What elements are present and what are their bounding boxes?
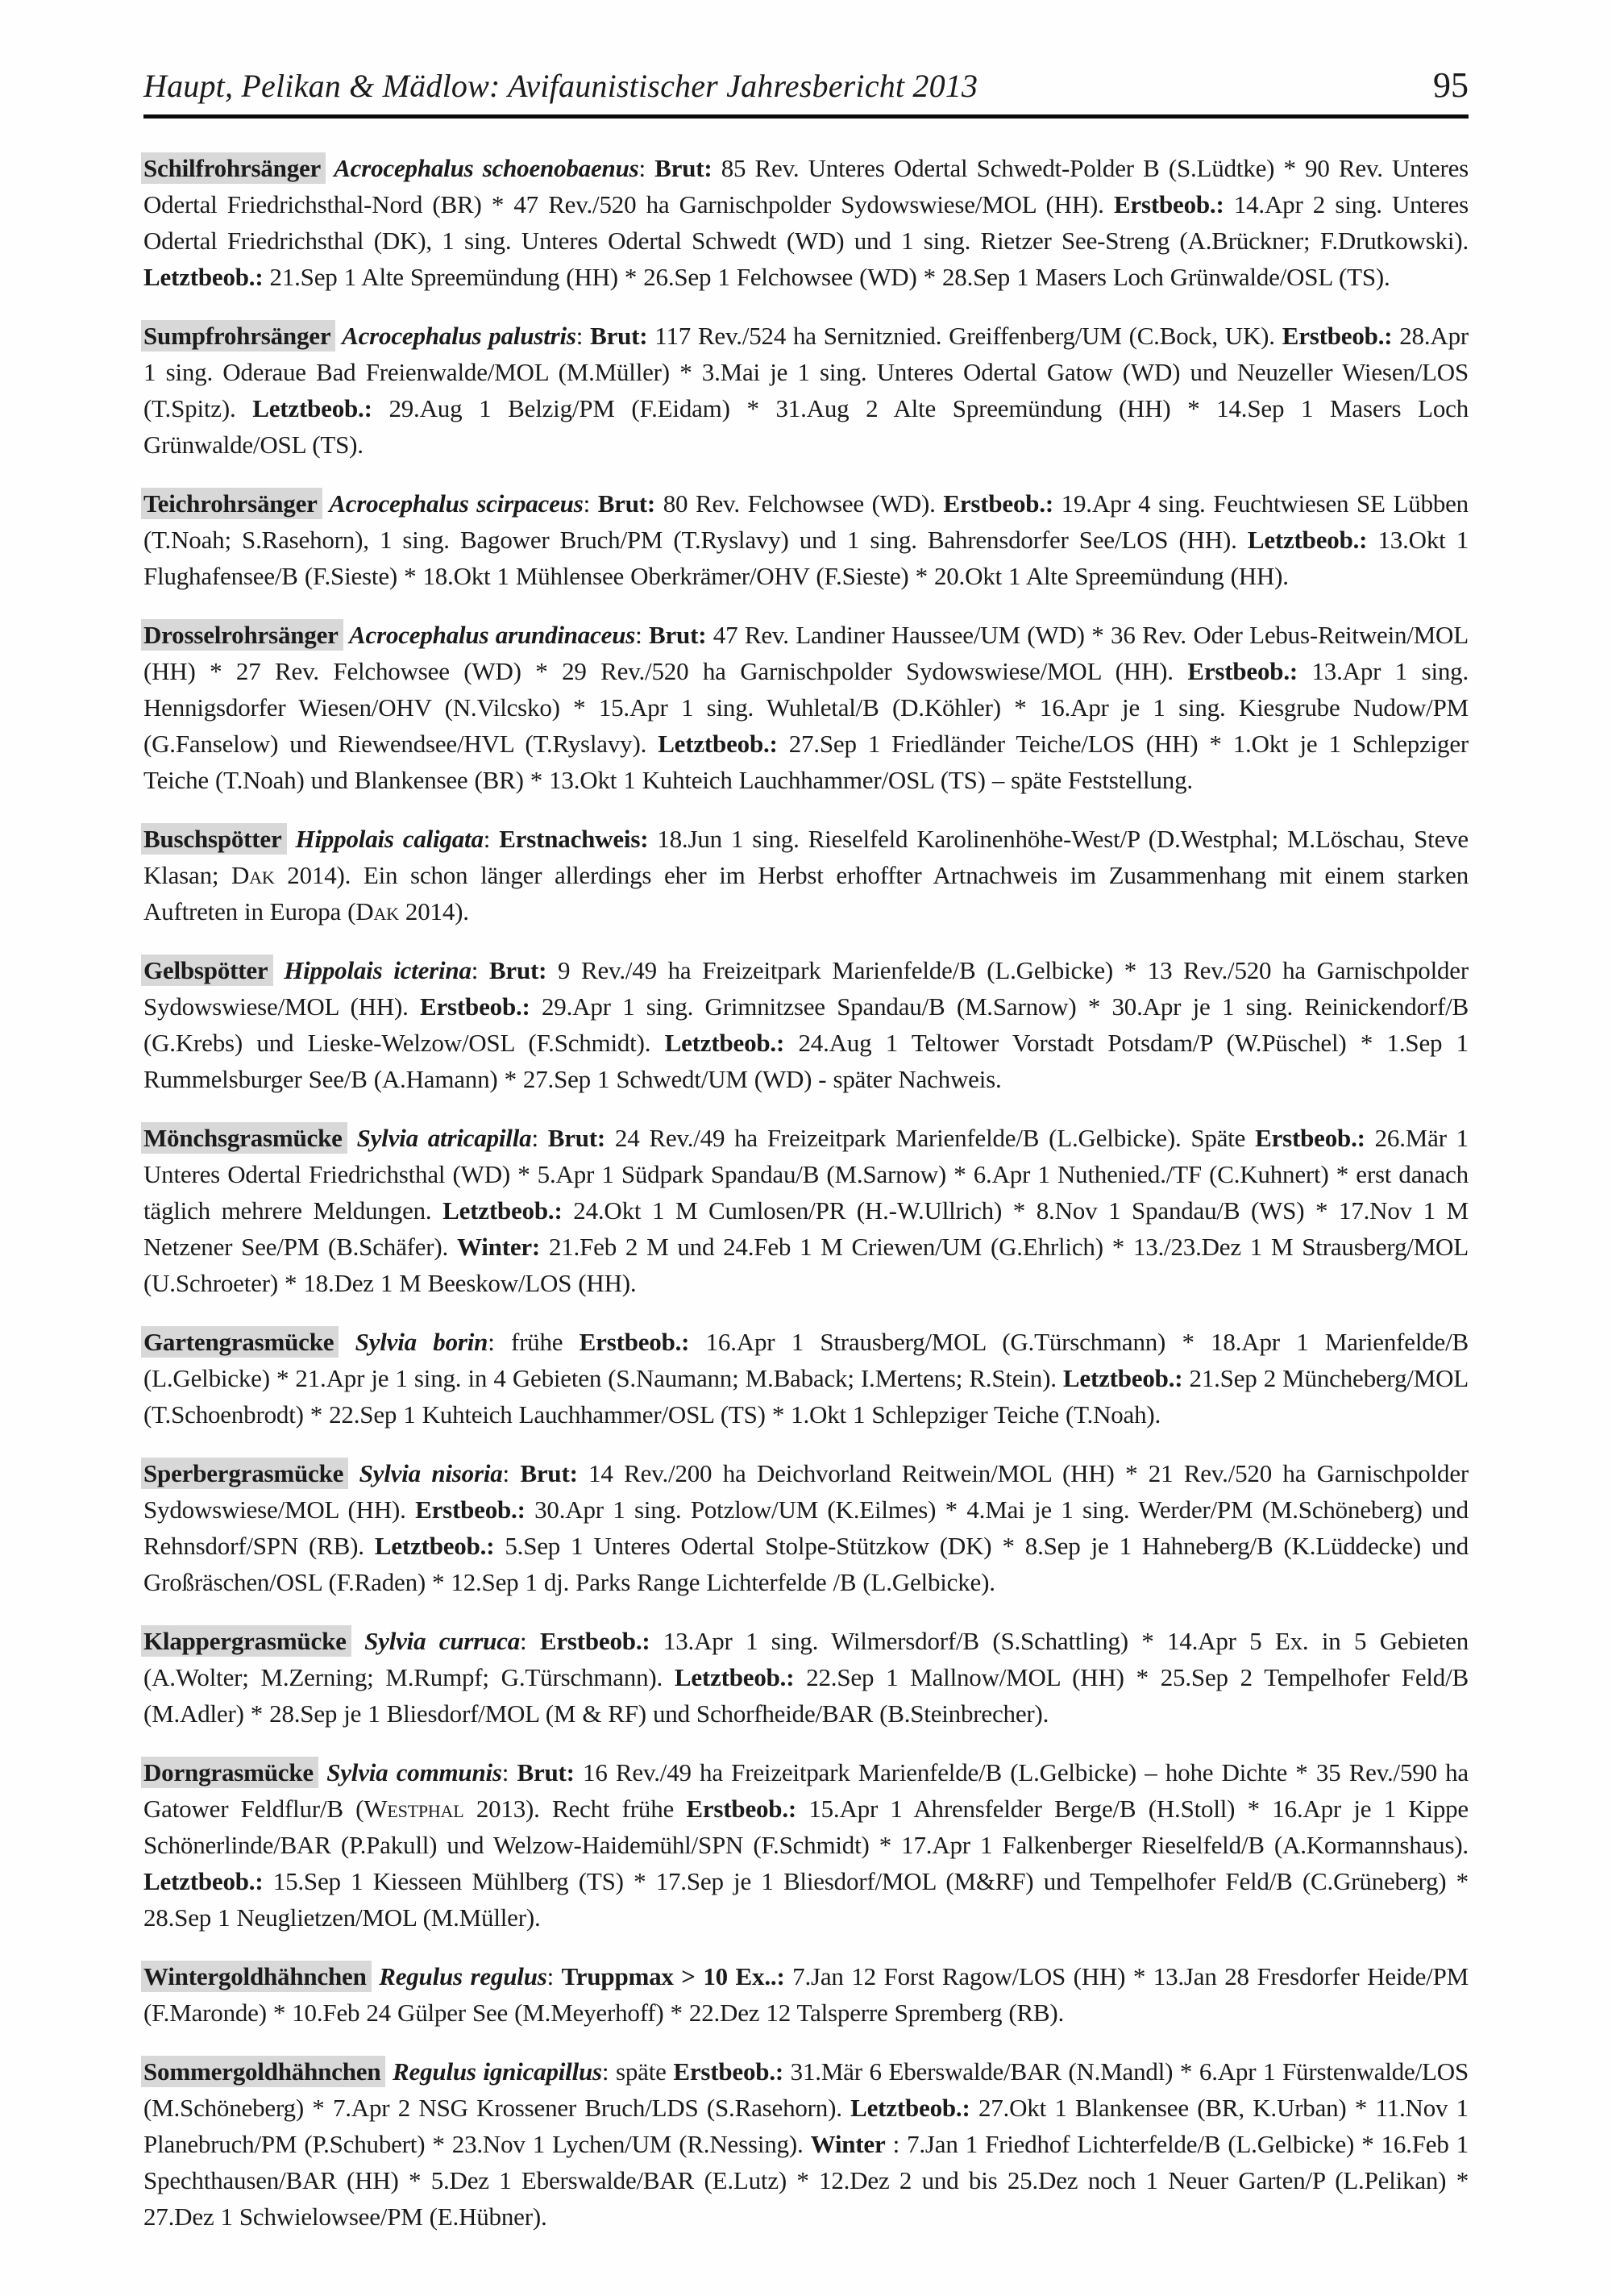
keyword-label: Letztbeob.: bbox=[252, 394, 372, 422]
keyword-label: Truppmax > 10 Ex..: bbox=[561, 1962, 785, 1990]
body-text: 24.Okt 1 M Cumlosen/PR (H.-W.Ullrich) * 8.Nov 1 Spandau/B (WS) * 17.Nov 1 M Netzener See/PM (B.Schäfer). bbox=[143, 1196, 1469, 1261]
species-name: Klappergrasmücke bbox=[141, 1625, 351, 1657]
body-text: 21.Sep 1 Alte Spreemündung (HH) * 26.Sep 1 Felchowsee (WD) * 28.Sep 1 Masers Loch Grünwalde/OSL (TS). bbox=[263, 263, 1390, 291]
body-text: 30.Apr 1 sing. Potzlow/UM (K.Eilmes) * 4.Mai je 1 sing. Werder/PM (M.Schöneberg) und Rehnsdorf/SPN (RB). bbox=[143, 1495, 1469, 1560]
keyword-label: Erstbeob.: bbox=[1255, 1124, 1365, 1152]
body-text: 80 Rev. Felchowsee (WD). bbox=[655, 489, 944, 518]
body-text: 5.Sep 1 Unteres Odertal Stolpe-Stützkow (DK) * 8.Sep je 1 Hahneberg/B (K.Lüddecke) und Großräschen/OSL (F.Raden) * 12.Sep 1 dj. Parks Range Lichterfelde /B (L.Gelbicke). bbox=[143, 1532, 1469, 1596]
body-text: 27.Sep 1 Friedländer Teiche/LOS (HH) * 1.Okt je 1 Schlepziger Teiche (T.Noah) und Blankensee (BR) * 13.Okt 1 Kuhteich Lauchhammer/OSL (TS) – späte Feststellung. bbox=[143, 730, 1469, 794]
body-text: 28.Apr 1 sing. Oderaue Bad Freienwalde/MOL (M.Müller) * 3.Mai je 1 sing. Unteres Odertal Gatow (WD) und Neuzeller Wiesen/LOS (T.Spitz). bbox=[143, 322, 1469, 422]
species-entry-sumpfrohrsaenger bbox=[143, 318, 1469, 463]
body-text: 24.Aug 1 Teltower Vorstadt Potsdam/P (W.Püschel) * 1.Sep 1 Rummelsburger See/B (A.Hamann) * 27.Sep 1 Schwedt/UM (WD) - später Nachweis. bbox=[143, 1029, 1469, 1093]
species-name: Drosselrohrsänger bbox=[141, 619, 343, 651]
body-text: 13.Okt 1 Flughafensee/B (F.Sieste) * 18.Okt 1 Mühlensee Oberkrämer/OHV (F.Sieste) * 20.Okt 1 Alte Spreemündung (HH). bbox=[143, 526, 1469, 590]
keyword-label: Letztbeob.: bbox=[674, 1663, 795, 1691]
body-text: 27.Okt 1 Blankensee (BR, K.Urban) * 11.Nov 1 Planebruch/PM (P.Schubert) * 23.Nov 1 Lychen/UM (R.Nessing). bbox=[143, 2094, 1469, 2158]
scientific-name: Acrocephalus schoenobaenus bbox=[326, 154, 639, 182]
body-text: 85 Rev. Unteres Odertal Schwedt-Polder B (S.Lüdtke) * 90 Rev. Unteres Odertal Friedrichsthal-Nord (BR) * 47 Rev./520 ha Garnischpolder Sydowswiese/MOL (HH). bbox=[143, 154, 1469, 218]
body-text: 29.Apr 1 sing. Grimnitzsee Spandau/B (M.Sarnow) * 30.Apr je 1 sing. Reinickendorf/B (G.Krebs) und Lieske-Welzow/OSL (F.Schmidt). bbox=[143, 992, 1469, 1057]
species-name: Mönchsgrasmücke bbox=[141, 1122, 347, 1154]
species-name: Sperbergrasmücke bbox=[141, 1458, 348, 1489]
body-text: 19.Apr 4 sing. Feuchtwiesen SE Lübben (T.Noah; S.Rasehorn), 1 sing. Bagower Bruch/PM (T.Ryslavy) und 1 sing. Bahrensdorfer See/LOS (HH). bbox=[143, 489, 1469, 554]
running-header bbox=[143, 0, 1469, 104]
body-text: 9 Rev./49 ha Freizeitpark Marienfelde/B (L.Gelbicke) * 13 Rev./520 ha Garnischpolder Sydowswiese/MOL (HH). bbox=[143, 956, 1469, 1021]
keyword-label: Winter bbox=[810, 2130, 886, 2158]
body-text: : bbox=[520, 1627, 540, 1655]
body-text: : bbox=[638, 154, 655, 182]
species-entry-teichrohrsaenger bbox=[143, 485, 1469, 594]
keyword-label: Letztbeob.: bbox=[143, 1867, 264, 1895]
body-text: 47 Rev. Landiner Haussee/UM (WD) * 36 Rev. Oder Lebus-Reitwein/MOL (HH) * 27 Rev. Felchowsee (WD) * 29 Rev./520 ha Garnischpolder Sydowswiese/MOL (HH). bbox=[143, 621, 1469, 685]
body-text: 2013). Recht frühe bbox=[463, 1795, 687, 1823]
body-text: 26.Mär 1 Unteres Odertal Friedrichsthal (WD) * 5.Apr 1 Südpark Spandau/B (M.Sarnow) * 6.Apr 1 Nuthenied./TF (C.Kuhnert) * erst danach täglich mehrere Meldungen. bbox=[143, 1124, 1469, 1225]
body-text: 31.Mär 6 Eberswalde/BAR (N.Mandl) * 6.Apr 1 Fürstenwalde/LOS (M.Schöneberg) * 7.Apr 2 NSG Krossener Bruch/LDS (S.Rasehorn). bbox=[143, 2057, 1469, 2122]
keyword-label: Erstbeob.: bbox=[943, 489, 1053, 518]
species-entry-sommergoldhaehnchen bbox=[143, 2053, 1469, 2235]
scientific-name: Regulus regulus bbox=[371, 1962, 547, 1990]
body-text: : bbox=[501, 1758, 517, 1786]
scientific-name: Hippolais icterina bbox=[272, 956, 472, 984]
species-name: Teichrohrsänger bbox=[141, 488, 322, 519]
body-text: 2014). bbox=[398, 897, 469, 925]
smallcaps-citation: Dak bbox=[355, 897, 399, 925]
keyword-label: Winter: bbox=[457, 1233, 541, 1261]
body-text: : bbox=[635, 621, 649, 649]
keyword-label: Letztbeob.: bbox=[658, 730, 778, 758]
scientific-name: Acrocephalus palustris bbox=[335, 322, 576, 350]
keyword-label: Erstnachweis: bbox=[499, 825, 649, 853]
keyword-label: Brut: bbox=[649, 621, 707, 649]
keyword-label: Letztbeob.: bbox=[1062, 1364, 1183, 1392]
keyword-label: Letztbeob.: bbox=[664, 1029, 785, 1057]
body-text: 21.Sep 2 Müncheberg/MOL (T.Schoenbrodt) * 22.Sep 1 Kuhteich Lauchhammer/OSL (TS) * 1.Okt 1 Schlepziger Teiche (T.Noah). bbox=[143, 1364, 1469, 1429]
species-entry-dorngrasmuecke bbox=[143, 1754, 1469, 1936]
body-text: : bbox=[502, 1459, 521, 1487]
species-name: Buschspötter bbox=[141, 823, 287, 855]
keyword-label: Erstbeob.: bbox=[1113, 190, 1224, 218]
body-text: 7.Jan 12 Forst Ragow/LOS (HH) * 13.Jan 28 Fresdorfer Heide/PM (F.Maronde) * 10.Feb 24 Gülper See (M.Meyerhoff) * 22.Dez 12 Talsperre Spremberg (RB). bbox=[143, 1962, 1469, 2027]
species-entry-gartengrasmuecke bbox=[143, 1324, 1469, 1433]
body-text: 16 Rev./49 ha Freizeitpark Marienfelde/B (L.Gelbicke) – hohe Dichte * 35 Rev./590 ha Gatower Feldflur/B ( bbox=[143, 1758, 1469, 1823]
body-text: : 7.Jan 1 Friedhof Lichterfelde/B (L.Gelbicke) * 16.Feb 1 Spechthausen/BAR (HH) * 5.Dez 1 Eberswalde/BAR (E.Lutz) * 12.Dez 2 und bis 25.Dez noch 1 Neuer Garten/P (L.Pelikan) * 27.Dez 1 Schwielowsee/PM (E.Hübner). bbox=[143, 2130, 1469, 2231]
keyword-label: Erstbeob.: bbox=[1187, 657, 1298, 685]
scientific-name: Sylvia atricapilla bbox=[347, 1124, 532, 1152]
body-text: 14 Rev./200 ha Deichvorland Reitwein/MOL (HH) * 21 Rev./520 ha Garnischpolder Sydowswiese/MOL (HH). bbox=[143, 1459, 1469, 1524]
species-entry-wintergoldhaehnchen bbox=[143, 1958, 1469, 2031]
species-name: Gelbspötter bbox=[141, 955, 273, 986]
smallcaps-citation: Westphal bbox=[364, 1795, 464, 1823]
body-text: 24 Rev./49 ha Freizeitpark Marienfelde/B (L.Gelbicke). Späte bbox=[605, 1124, 1256, 1152]
keyword-label: Brut: bbox=[517, 1758, 575, 1786]
keyword-label: Letztbeob.: bbox=[374, 1532, 495, 1560]
scientific-name: Sylvia communis bbox=[318, 1758, 502, 1786]
keyword-label: Erstbeob.: bbox=[673, 2057, 783, 2086]
species-name: Sumpfrohrsänger bbox=[141, 320, 335, 351]
keyword-label: Erstbeob.: bbox=[686, 1795, 797, 1823]
keyword-label: Brut: bbox=[520, 1459, 578, 1487]
page-content bbox=[143, 0, 1469, 2235]
keyword-label: Erstbeob.: bbox=[539, 1627, 650, 1655]
header-rule bbox=[143, 114, 1469, 119]
keyword-label: Letztbeob.: bbox=[143, 263, 264, 291]
species-entry-klappergrasmuecke bbox=[143, 1623, 1469, 1732]
keyword-label: Erstbeob.: bbox=[420, 992, 530, 1021]
header-title: Haupt, Pelikan & Mädlow: Avifaunistischer Jahresbericht 2013 bbox=[143, 68, 978, 104]
species-name: Sommergoldhähnchen bbox=[141, 2056, 385, 2087]
body-text: 18.Jun 1 sing. Rieselfeld Karolinenhöhe-West/P (D.Westphal; M.Löschau, Steve Klasan; bbox=[143, 825, 1469, 889]
species-entry-drosselrohrsaenger bbox=[143, 617, 1469, 798]
scientific-name: Sylvia curruca bbox=[351, 1627, 521, 1655]
body-text: : bbox=[546, 1962, 562, 1990]
species-entry-sperbergrasmuecke bbox=[143, 1455, 1469, 1600]
body-text: 15.Apr 1 Ahrensfelder Berge/B (H.Stoll) * 16.Apr je 1 Kippe Schönerlinde/BAR (P.Pakull) und Welzow-Haidemühl/SPN (F.Schmidt) * 17.Apr 1 Falkenberger Rieselfeld/B (A.Kormannshaus). bbox=[143, 1795, 1469, 1859]
species-name: Schilfrohrsänger bbox=[141, 152, 326, 184]
scientific-name: Acrocephalus arundinaceus bbox=[343, 621, 636, 649]
body-text: 13.Apr 1 sing. Wilmersdorf/B (S.Schattling) * 14.Apr 5 Ex. in 5 Gebieten (A.Wolter; M.Zerning; M.Rumpf; G.Türschmann). bbox=[143, 1627, 1469, 1691]
smallcaps-citation: Dak bbox=[231, 861, 275, 889]
keyword-label: Brut: bbox=[654, 154, 713, 182]
body-text: 2014). Ein schon länger allerdings eher im Herbst erhoffter Artnachweis im Zusammenhang mit einem starken Auftreten in Europa ( bbox=[143, 861, 1469, 925]
species-entry-schilfrohrsaenger bbox=[143, 150, 1469, 295]
keyword-label: Brut: bbox=[597, 489, 656, 518]
body-text: 13.Apr 1 sing. Hennigsdorfer Wiesen/OHV (N.Vilcsko) * 15.Apr 1 sing. Wuhletal/B (D.Köhler) * 16.Apr je 1 sing. Kiesgrube Nudow/PM (G.Fanselow) und Riewendsee/HVL (T.Ryslavy). bbox=[143, 657, 1469, 758]
keyword-label: Brut: bbox=[547, 1124, 606, 1152]
species-entry-moenchsgrasmuecke bbox=[143, 1120, 1469, 1301]
scientific-name: Hippolais caligata bbox=[286, 825, 484, 853]
body-text: : bbox=[483, 825, 500, 853]
keyword-label: Letztbeob.: bbox=[1247, 526, 1368, 554]
scientific-name: Regulus ignicapillus bbox=[385, 2057, 602, 2086]
keyword-label: Letztbeob.: bbox=[442, 1196, 563, 1225]
keyword-label: Erstbeob.: bbox=[415, 1495, 526, 1524]
scientific-name: Sylvia nisoria bbox=[348, 1459, 503, 1487]
body-text: 14.Apr 2 sing. Unteres Odertal Friedrichsthal (DK), 1 sing. Unteres Odertal Schwedt (WD) und 1 sing. Rietzer See-Streng (A.Brückner; F.Drutkowski). bbox=[143, 190, 1469, 255]
body-text: : bbox=[531, 1124, 548, 1152]
body-text: : bbox=[471, 956, 489, 984]
body-text: 21.Feb 2 M und 24.Feb 1 M Criewen/UM (G.Ehrlich) * 13./23.Dez 1 M Strausberg/MOL (U.Schroeter) * 18.Dez 1 M Beeskow/LOS (HH). bbox=[143, 1233, 1469, 1297]
body-text: 29.Aug 1 Belzig/PM (F.Eidam) * 31.Aug 2 Alte Spreemündung (HH) * 14.Sep 1 Masers Loch Grünwalde/OSL (TS). bbox=[143, 394, 1469, 459]
body-text: 16.Apr 1 Strausberg/MOL (G.Türschmann) * 18.Apr 1 Marienfelde/B (L.Gelbicke) * 21.Apr je 1 sing. in 4 Gebieten (S.Naumann; M.Baback; I.Mertens; R.Stein). bbox=[143, 1328, 1469, 1392]
keyword-label: Brut: bbox=[590, 322, 648, 350]
scientific-name: Acrocephalus scirpaceus bbox=[322, 489, 584, 518]
body-text: : bbox=[583, 489, 598, 518]
body-text: 15.Sep 1 Kiesseen Mühlberg (TS) * 17.Sep je 1 Bliesdorf/MOL (M&RF) und Tempelhofer Feld/B (C.Grüneberg) * 28.Sep 1 Neuglietzen/MOL (M.Müller). bbox=[143, 1867, 1469, 1932]
species-entries bbox=[143, 150, 1469, 2235]
body-text: : späte bbox=[601, 2057, 674, 2086]
page-number: 95 bbox=[1433, 65, 1469, 105]
species-name: Wintergoldhähnchen bbox=[141, 1961, 372, 1992]
species-entry-gelbspoetter bbox=[143, 952, 1469, 1097]
scientific-name: Sylvia borin bbox=[339, 1328, 488, 1356]
species-name: Gartengrasmücke bbox=[141, 1326, 339, 1358]
body-text: 22.Sep 1 Mallnow/MOL (HH) * 25.Sep 2 Tempelhofer Feld/B (M.Adler) * 28.Sep je 1 Bliesdorf/MOL (M & RF) und Schorfheide/BAR (B.Steinbrecher). bbox=[143, 1663, 1469, 1728]
keyword-label: Brut: bbox=[488, 956, 547, 984]
keyword-label: Erstbeob.: bbox=[579, 1328, 690, 1356]
keyword-label: Erstbeob.: bbox=[1282, 322, 1393, 350]
keyword-label: Letztbeob.: bbox=[850, 2094, 970, 2122]
body-text: 117 Rev./524 ha Sernitznied. Greiffenberg/UM (C.Bock, UK). bbox=[647, 322, 1282, 350]
body-text: : frühe bbox=[488, 1328, 580, 1356]
body-text: : bbox=[575, 322, 591, 350]
species-name: Dorngrasmücke bbox=[141, 1757, 318, 1788]
species-entry-buschspoetter bbox=[143, 821, 1469, 930]
